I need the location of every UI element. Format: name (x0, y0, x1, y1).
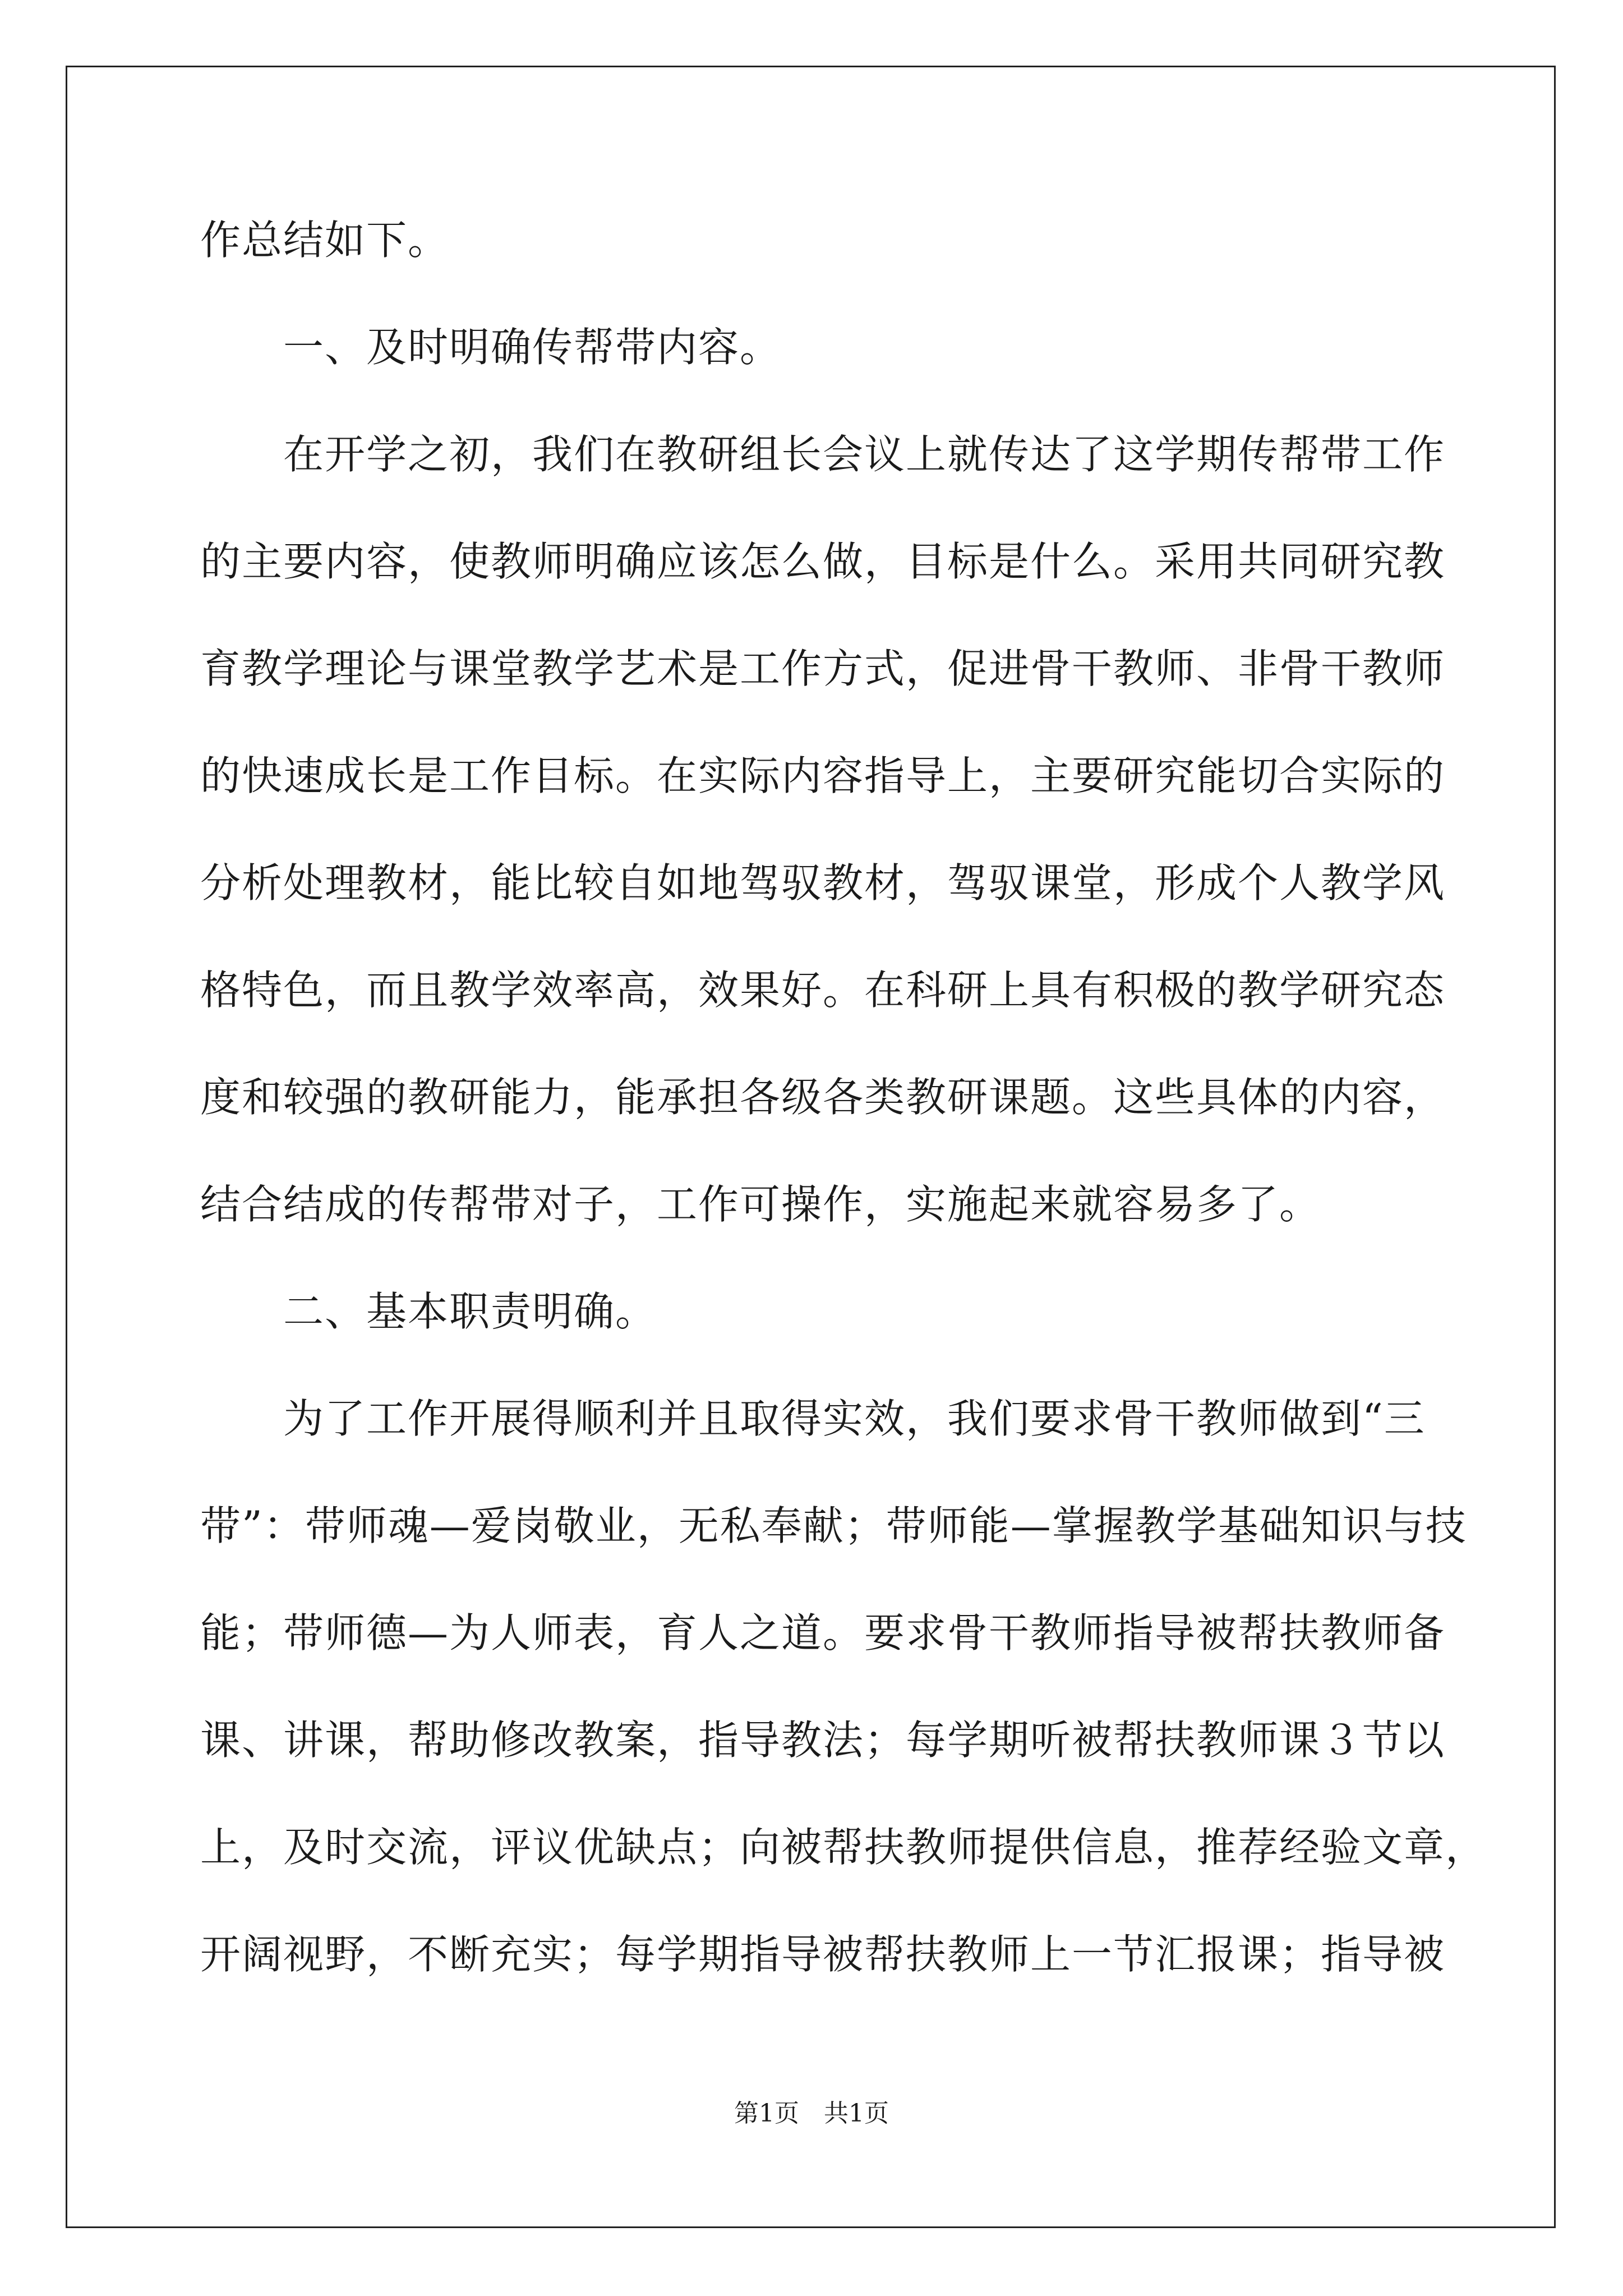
text-line: 格特色，而且教学效率高，效果好。在科研上具有积极的教学研究态 (200, 967, 1446, 1014)
page-border (66, 66, 1556, 2228)
text-line: 开阔视野，不断充实；每学期指导被帮扶教师上一节汇报课；指导被 (200, 1931, 1446, 1978)
text-line: 带”：带师魂—爱岗敬业，无私奉献；带师能—掌握教学基础知识与技 (200, 1502, 1467, 1549)
text-line: 上，及时交流，评议优缺点；向被帮扶教师提供信息，推荐经验文章， (200, 1824, 1487, 1871)
page-footer: 第1页 共1页 (734, 2099, 889, 2128)
text-line: 结合结成的传帮带对子，工作可操作，实施起来就容易多了。 (200, 1181, 1321, 1228)
text-line: 为了工作开展得顺利并且取得实效，我们要求骨干教师做到“三 (200, 1395, 1426, 1442)
text-line: 分析处理教材，能比较自如地驾驭教材，驾驭课堂，形成个人教学风 (200, 859, 1446, 907)
text-line: 能；带师德—为人师表，育人之道。要求骨干教师指导被帮扶教师备 (200, 1609, 1446, 1657)
text-line: 一、及时明确传帮带内容。 (200, 324, 782, 371)
text-line: 度和较强的教研能力，能承担各级各类教研课题。这些具体的内容， (200, 1074, 1446, 1121)
text-line: 在开学之初，我们在教研组长会议上就传达了这学期传帮带工作 (200, 431, 1446, 478)
text-line: 育教学理论与课堂教学艺术是工作方式，促进骨干教师、非骨干教师 (200, 645, 1446, 692)
text-line: 的快速成长是工作目标。在实际内容指导上，主要研究能切合实际的 (200, 752, 1446, 799)
text-line: 作总结如下。 (200, 217, 450, 264)
text-line: 课、讲课，帮助修改教案，指导教法；每学期听被帮扶教师课３节以 (200, 1717, 1446, 1764)
text-line: 的主要内容，使教师明确应该怎么做，目标是什么。采用共同研究教 (200, 538, 1446, 585)
text-line: 二、基本职责明确。 (200, 1288, 657, 1335)
